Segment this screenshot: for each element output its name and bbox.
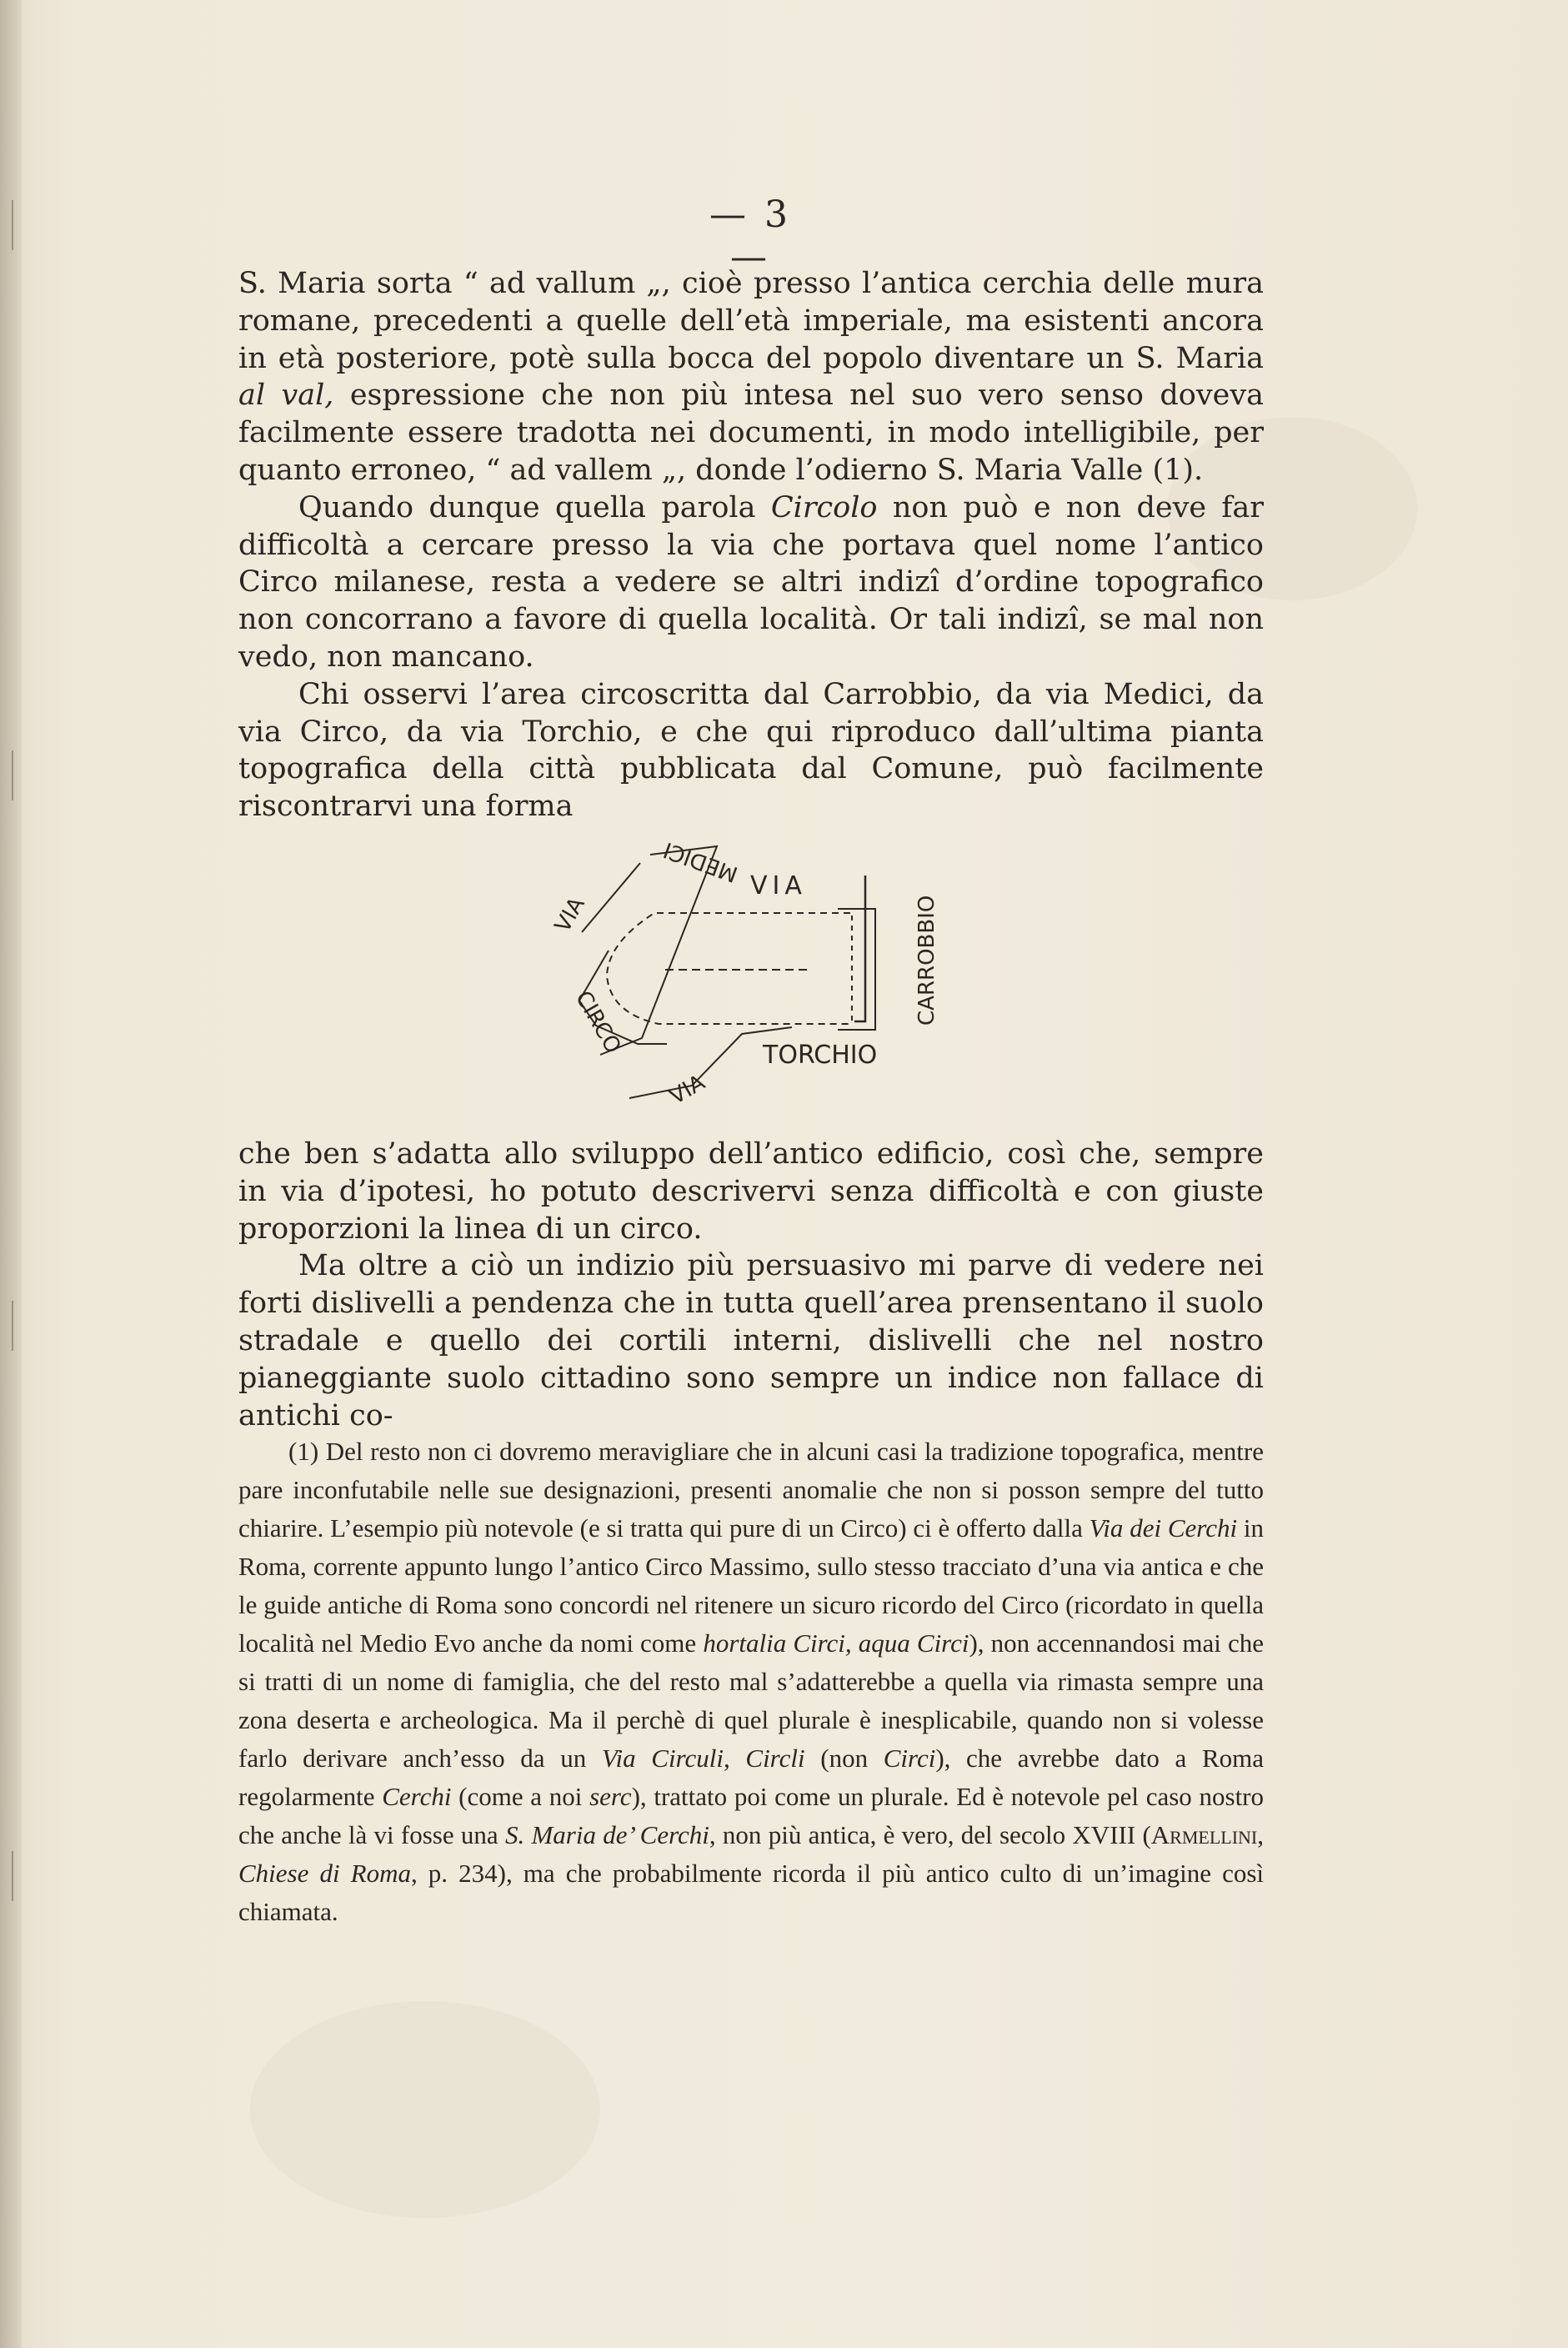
binding-stitch xyxy=(12,750,13,800)
italic-text-run: Via Circuli, Circli xyxy=(601,1743,805,1773)
italic-text-run: Chiese di Roma xyxy=(238,1859,411,1888)
via-circo-upper-line xyxy=(582,863,640,932)
small-caps-text-run: Armellini xyxy=(1150,1820,1258,1849)
italic-text-run: hortalia Circi, aqua Circi xyxy=(703,1628,969,1658)
footnote-paragraph xyxy=(238,1432,1264,1931)
text-run: (come a noi xyxy=(451,1782,590,1811)
text-run: Quando dunque quella parola xyxy=(298,490,771,524)
text-run: S. Maria sorta “ ad vallum „, cioè presso l’antica cerchia delle mura romane, precedenti a quelle dell’età imperiale, ma esistenti ancora in età posteriore, potè sulla bocca del popolo diventare un S. Maria xyxy=(238,267,1264,375)
text-run: (1) Del resto non ci dovremo meravigliare che in alcuni casi la tradizione topografica, mentre pare inconfutabile nelle sue designazioni, presenti anomalie che non si posson sempre del tutto chiarire. L’esempio più notevole (e si tratta qui pure di un Circo) ci è offerto dalla xyxy=(238,1437,1264,1543)
text-run: ), trattato poi come un plurale. Ed è notevole pel caso nostro che anche là vi fosse una xyxy=(238,1782,1265,1849)
italic-text-run: Circolo xyxy=(770,490,878,524)
binding-spine xyxy=(0,0,22,2348)
paragraph xyxy=(238,1136,1264,1247)
via-torchio-name-label: TORCHIO xyxy=(763,1041,878,1070)
italic-text-run: al val, xyxy=(238,379,334,413)
text-run: che ben s’adatta allo sviluppo dell’antico edificio, così che, sempre in via d’ipotesi, ho potuto descrivervi senza difficoltà e con giuste proporzioni la linea di un circo. xyxy=(238,1137,1264,1246)
circus-street-map xyxy=(542,817,942,1126)
paragraph xyxy=(238,676,1264,825)
footnote xyxy=(238,1432,1264,1931)
via-medici-name-label: MEDICI xyxy=(660,836,742,887)
paper-stain xyxy=(250,2001,600,2218)
carrobbio-line xyxy=(854,875,865,1021)
circus-outline xyxy=(607,913,852,1024)
text-run: (non xyxy=(804,1743,884,1773)
page-number: — 3 — xyxy=(709,193,791,278)
italic-text-run: Via dei Cerchi xyxy=(1089,1513,1238,1543)
text-run: espressione che non più intesa nel suo vero senso doveva facilmente essere tradotta nei documenti, in modo intelligibile, per quanto erroneo, “ ad vallem „, donde l’odierno S. Maria Valle (1). xyxy=(238,379,1264,487)
via-circo-name-label: CIRCO xyxy=(569,986,626,1058)
italic-text-run: Circi xyxy=(883,1743,936,1773)
via-circo-via-label: VIA xyxy=(550,893,590,937)
carrobbio-block-line xyxy=(838,909,875,1030)
binding-stitch xyxy=(12,1851,13,1901)
binding-stitch xyxy=(12,1301,13,1351)
paragraph xyxy=(238,265,1264,489)
italic-text-run: Cerchi xyxy=(382,1782,452,1811)
text-run: , p. 234), ma che probabilmente ricorda il più antico culto di un’imagine così chiamata. xyxy=(238,1859,1265,1926)
text-run: ), non accennandosi mai che si tratti di un nome di famiglia, che del resto mal s’adatterebbe a quella via rimasta sempre una zona deserta e archeologica. Ma il perchè di quel plurale è inesplicabile, quando non si volesse farlo derivare anch’esso da un xyxy=(238,1628,1264,1773)
text-run: , non più antica, è vero, del secolo XVIII ( xyxy=(709,1820,1151,1849)
text-run: non può e non deve far difficoltà a cercare presso la via che portava quel nome l’antico Circo milanese, resta a vedere se altri indizî d’ordine topografico non concorrano a favore di quella località. Or tali indizî, se mal non vedo, non mancano. xyxy=(238,490,1264,674)
body-text-top xyxy=(238,265,1264,825)
paragraph xyxy=(238,489,1264,676)
binding-stitch xyxy=(12,200,13,250)
paragraph xyxy=(238,1247,1264,1434)
body-text-bottom xyxy=(238,1136,1264,1434)
carrobbio-label: CARROBBIO xyxy=(914,895,939,1026)
italic-text-run: serc xyxy=(589,1782,632,1811)
text-run: Ma oltre a ciò un indizio più persuasivo mi parve di vedere nei forti dislivelli a pendenza che in tutta quell’area prensentano il suolo stradale e quello dei cortili interni, dislivelli che nel nostro pianeggiante suolo cittadino sono sempre un indice non fallace di antichi co- xyxy=(238,1249,1264,1432)
via-torchio-via-label: VIA xyxy=(665,1070,709,1111)
via-medici-via-label: VIA xyxy=(750,871,807,901)
text-run: in Roma, corrente appunto lungo l’antico Circo Massimo, sullo stesso tracciato d’una via antica e che le guide antiche di Roma sono concordi nel ritenere un sicuro ricordo del Circo (ricordato in quella località nel Medio Evo anche da nomi come xyxy=(238,1513,1264,1658)
text-run: , xyxy=(1257,1820,1264,1849)
text-run: ), che avrebbe dato a Roma regolarmente xyxy=(238,1743,1265,1811)
italic-text-run: S. Maria de’ Cerchi xyxy=(504,1820,709,1849)
text-run: Chi osservi l’area circoscritta dal Carrobbio, da via Medici, da via Circo, da via Torchio, e che qui riproduco dall’ultima pianta topografica della città pubblicata dal Comune, può facilmente riscontrarvi una forma xyxy=(238,677,1264,824)
